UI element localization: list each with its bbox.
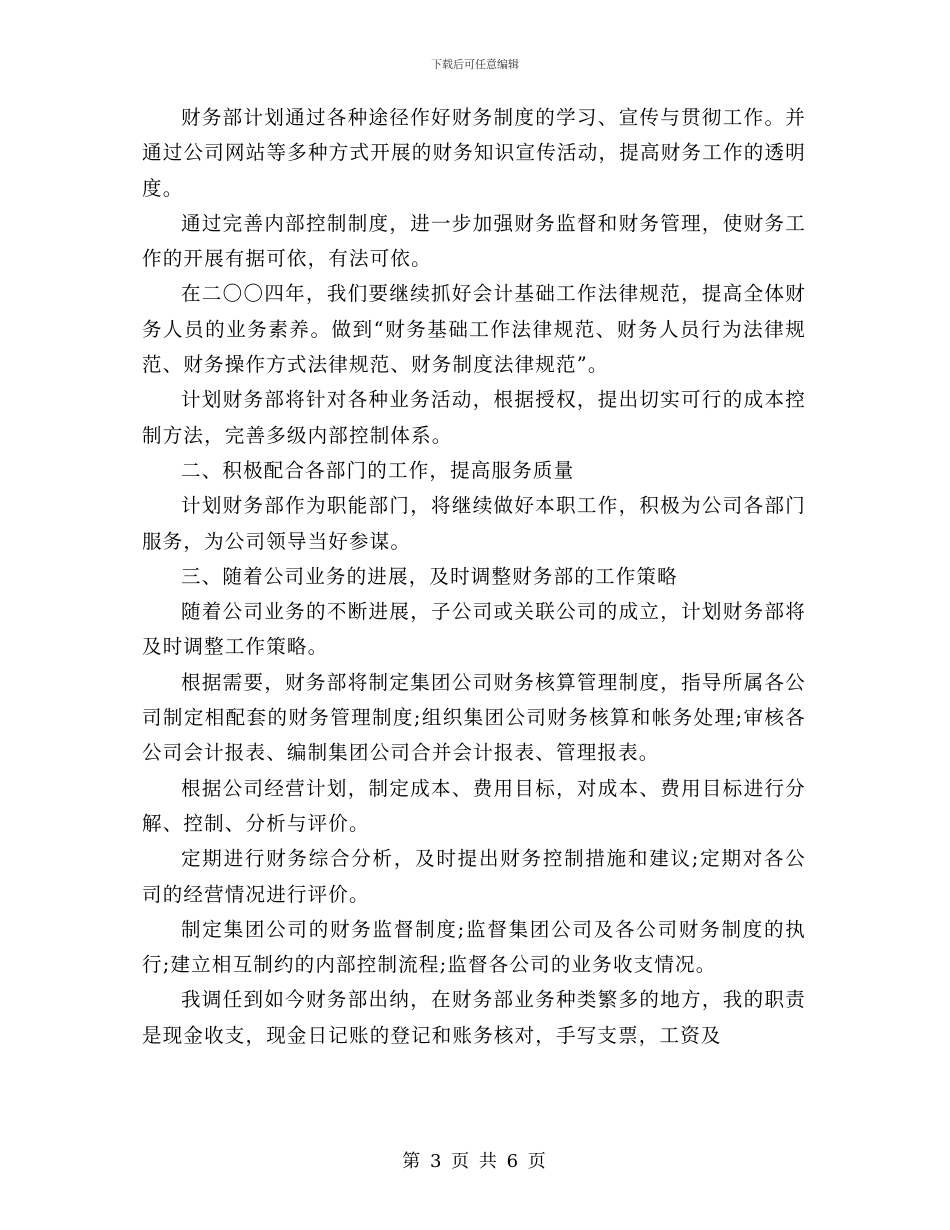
header-note: 下载后可任意编辑 [431, 58, 519, 71]
paragraph: 通过完善内部控制制度，进一步加强财务监督和财务管理，使财务工作的开展有据可依，有法可依。 [142, 211, 806, 271]
paragraph: 计划财务部作为职能部门，将继续做好本职工作，积极为公司各部门服务，为公司领导当好参谋。 [142, 494, 806, 553]
document-body [142, 100, 806, 1053]
paragraph: 定期进行财务综合分析，及时提出财务控制措施和建议;定期对各公司的经营情况进行评价。 [142, 847, 806, 906]
paragraph: 随着公司业务的不断进展，子公司或关联公司的成立，计划财务部将及时调整工作策略。 [142, 600, 806, 659]
page-number: 第 3 页 共 6 页 [402, 1151, 548, 1172]
paragraph: 我调任到如今财务部出纳，在财务部业务种类繁多的地方，我的职责是现金收支，现金日记账的登记和账务核对，手写支票，工资及 [142, 988, 806, 1047]
paragraph: 根据公司经营计划，制定成本、费用目标，对成本、费用目标进行分解、控制、分析与评价。 [142, 776, 806, 835]
section-heading: 三、随着公司业务的进展，及时调整财务部的工作策略 [181, 564, 678, 588]
paragraph: 计划财务部将针对各种业务活动，根据授权，提出切实可行的成本控制方法，完善多级内部控制体系。 [142, 388, 806, 447]
section-heading: 二、积极配合各部门的工作，提高服务质量 [181, 458, 575, 482]
paragraph: 财务部计划通过各种途径作好财务制度的学习、宣传与贯彻工作。并通过公司网站等多种方式开展的财务知识宣传活动，提高财务工作的透明度。 [142, 106, 806, 200]
paragraph: 在二〇〇四年，我们要继续抓好会计基础工作法律规范，提高全体财务人员的业务素养。做到“财务基础工作法律规范、财务人员行为法律规范、财务操作方式法律规范、财务制度法律规范”。 [142, 282, 806, 377]
paragraph: 制定集团公司的财务监督制度;监督集团公司及各公司财务制度的执行;建立相互制约的内部控制流程;监督各公司的业务收支情况。 [142, 917, 806, 977]
paragraph: 根据需要，财务部将制定集团公司财务核算管理制度，指导所属各公司制定相配套的财务管理制度;组织集团公司财务核算和帐务处理;审核各公司会计报表、编制集团公司合并会计报表、管理报表。 [142, 670, 806, 765]
